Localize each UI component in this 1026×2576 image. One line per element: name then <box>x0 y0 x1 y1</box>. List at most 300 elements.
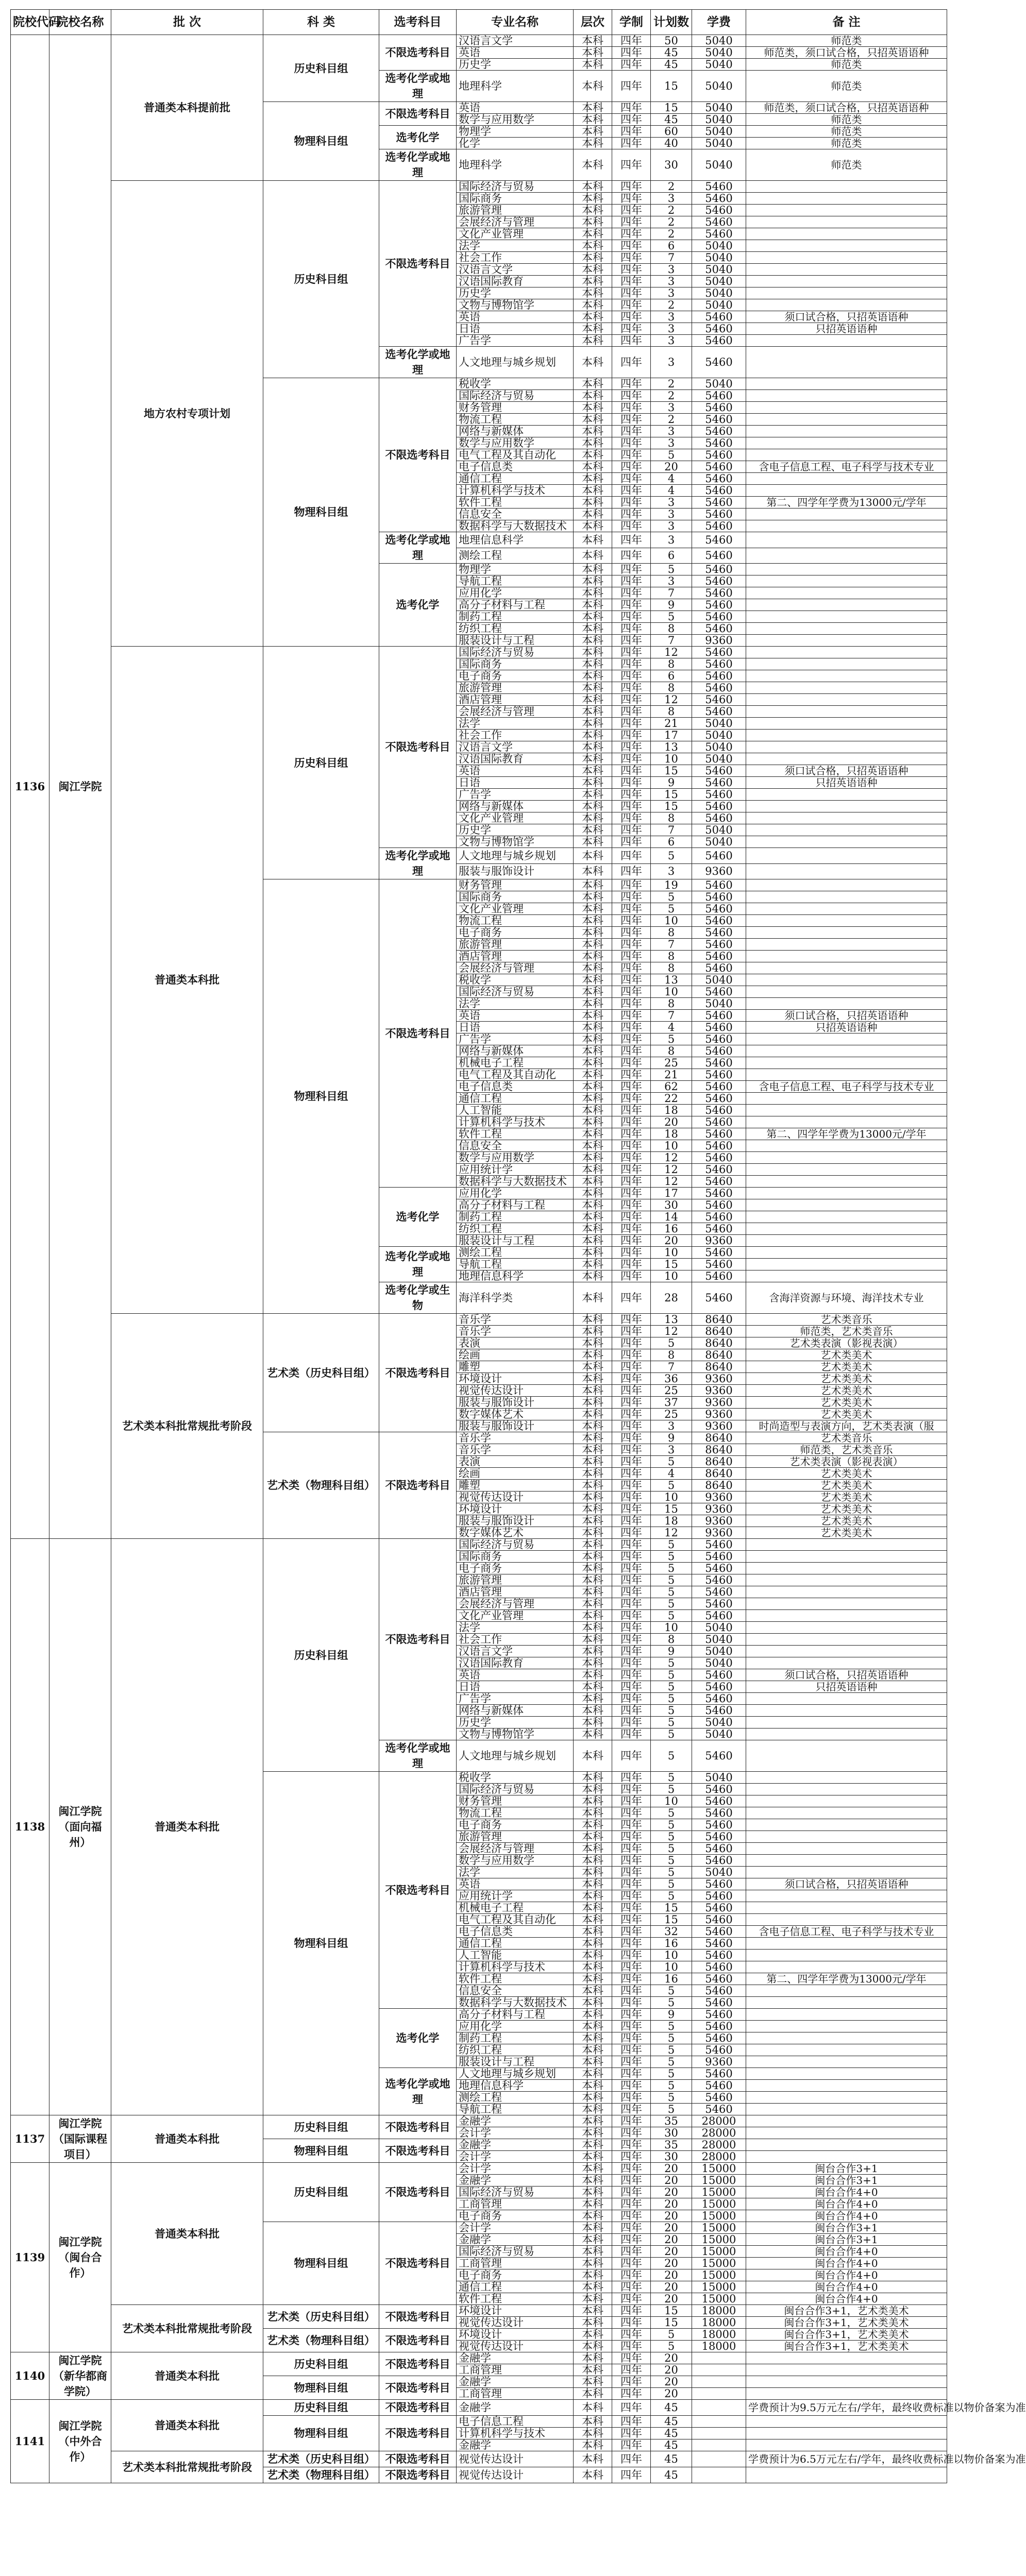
duration: 四年 <box>612 1093 651 1105</box>
duration: 四年 <box>612 1349 651 1361</box>
major-name: 应用统计学 <box>457 1890 574 1902</box>
remark <box>746 863 947 879</box>
tuition: 5040 <box>692 264 746 276</box>
tuition: 5040 <box>692 252 746 264</box>
remark <box>746 449 947 461</box>
remark: 艺术类美术 <box>746 1515 947 1527</box>
plan-count: 5 <box>651 1456 692 1468</box>
duration: 四年 <box>612 1657 651 1669</box>
remark <box>746 2388 947 2400</box>
level: 本科 <box>574 1128 612 1140</box>
elective-requirement: 不限选考科目 <box>379 2467 457 2483</box>
subject-group: 历史科目组 <box>263 2352 379 2376</box>
duration: 四年 <box>612 1622 651 1634</box>
tuition: 9360 <box>692 1385 746 1397</box>
plan-count: 18 <box>651 1105 692 1116</box>
level: 本科 <box>574 114 612 126</box>
major-name: 国际商务 <box>457 193 574 205</box>
level: 本科 <box>574 47 612 59</box>
duration: 四年 <box>612 2151 651 2163</box>
tuition: 5040 <box>692 998 746 1010</box>
duration: 四年 <box>612 299 651 311</box>
tuition: 15000 <box>692 2293 746 2305</box>
remark: 闽台合作4+0 <box>746 2210 947 2222</box>
plan-count: 30 <box>651 2151 692 2163</box>
table-row <box>11 647 947 658</box>
remark <box>746 730 947 741</box>
level: 本科 <box>574 205 612 216</box>
plan-count: 3 <box>651 497 692 509</box>
level: 本科 <box>574 599 612 611</box>
plan-count: 5 <box>651 1890 692 1902</box>
duration: 四年 <box>612 706 651 718</box>
level: 本科 <box>574 1235 612 1247</box>
major-name: 服装与服饰设计 <box>457 1397 574 1409</box>
plan-count: 45 <box>651 47 692 59</box>
level: 本科 <box>574 2341 612 2352</box>
header-row <box>11 10 947 35</box>
tuition: 5460 <box>692 1140 746 1152</box>
level: 本科 <box>574 564 612 575</box>
duration: 四年 <box>612 2400 651 2416</box>
level: 本科 <box>574 1361 612 1373</box>
major-name: 工商管理 <box>457 2388 574 2400</box>
duration: 四年 <box>612 2127 651 2139</box>
level: 本科 <box>574 2329 612 2341</box>
duration: 四年 <box>612 2234 651 2246</box>
tuition: 5460 <box>692 1997 746 2009</box>
major-name: 金融学 <box>457 2234 574 2246</box>
tuition: 28000 <box>692 2151 746 2163</box>
major-name: 国际商务 <box>457 1551 574 1563</box>
level: 本科 <box>574 1468 612 1480</box>
remark <box>746 205 947 216</box>
major-name: 绘画 <box>457 1349 574 1361</box>
tuition: 5460 <box>692 1223 746 1235</box>
major-name: 汉语言文学 <box>457 35 574 47</box>
remark <box>746 789 947 801</box>
major-name: 应用统计学 <box>457 1164 574 1176</box>
elective-requirement: 选考化学或地理 <box>379 532 457 564</box>
major-name: 计算机科学与技术 <box>457 1116 574 1128</box>
remark: 含电子信息工程、电子科学与技术专业 <box>746 461 947 473</box>
duration: 四年 <box>612 836 651 848</box>
subject-group: 艺术类（物理科目组） <box>263 2467 379 2483</box>
major-name: 计算机科学与技术 <box>457 1961 574 1973</box>
plan-count: 5 <box>651 1843 692 1855</box>
remark <box>746 509 947 520</box>
plan-count: 20 <box>651 2388 692 2400</box>
duration: 四年 <box>612 2281 651 2293</box>
level: 本科 <box>574 1890 612 1902</box>
major-name: 金融学 <box>457 2139 574 2151</box>
major-name: 计算机科学与技术 <box>457 485 574 497</box>
remark <box>746 1728 947 1740</box>
plan-count: 5 <box>651 1563 692 1574</box>
elective-requirement: 不限选考科目 <box>379 2376 457 2400</box>
remark: 闽台合作3+1 <box>746 2222 947 2234</box>
plan-count: 5 <box>651 1772 692 1784</box>
elective-requirement: 选考化学或地理 <box>379 848 457 879</box>
level: 本科 <box>574 1784 612 1795</box>
tuition: 5460 <box>692 548 746 564</box>
major-name: 纺织工程 <box>457 2044 574 2056</box>
duration: 四年 <box>612 1867 651 1878</box>
remark <box>746 974 947 986</box>
col-header: 计划数 <box>651 10 692 35</box>
plan-count: 6 <box>651 670 692 682</box>
level: 本科 <box>574 1045 612 1057</box>
remark <box>746 2416 947 2428</box>
level: 本科 <box>574 1480 612 1492</box>
school-name: 闽江学院 <box>49 35 111 1539</box>
tuition: 5040 <box>692 126 746 138</box>
tuition: 9360 <box>692 1492 746 1503</box>
duration: 四年 <box>612 2416 651 2428</box>
level: 本科 <box>574 836 612 848</box>
plan-count: 10 <box>651 753 692 765</box>
tuition <box>692 2467 746 2483</box>
level: 本科 <box>574 1373 612 1385</box>
remark <box>746 2151 947 2163</box>
duration: 四年 <box>612 915 651 927</box>
level: 本科 <box>574 998 612 1010</box>
tuition: 5040 <box>692 1657 746 1669</box>
duration: 四年 <box>612 1681 651 1693</box>
level: 本科 <box>574 1456 612 1468</box>
tuition: 5040 <box>692 1646 746 1657</box>
remark <box>746 1223 947 1235</box>
major-name: 地理信息科学 <box>457 1270 574 1282</box>
major-name: 历史学 <box>457 287 574 299</box>
duration: 四年 <box>612 509 651 520</box>
level: 本科 <box>574 848 612 864</box>
plan-count: 8 <box>651 658 692 670</box>
tuition: 5460 <box>692 611 746 623</box>
duration: 四年 <box>612 2439 651 2451</box>
duration: 四年 <box>612 765 651 777</box>
duration: 四年 <box>612 437 651 449</box>
remark <box>746 2068 947 2080</box>
tuition: 5460 <box>692 939 746 951</box>
major-name: 地理科学 <box>457 149 574 181</box>
level: 本科 <box>574 1432 612 1444</box>
elective-requirement: 不限选考科目 <box>379 2400 457 2416</box>
tuition: 5460 <box>692 1081 746 1093</box>
plan-count: 5 <box>651 2068 692 2080</box>
duration: 四年 <box>612 801 651 812</box>
tuition: 5460 <box>692 1878 746 1890</box>
major-name: 服装与服饰设计 <box>457 1420 574 1432</box>
duration: 四年 <box>612 2021 651 2032</box>
plan-count: 15 <box>651 789 692 801</box>
plan-count: 3 <box>651 863 692 879</box>
level: 本科 <box>574 1795 612 1807</box>
major-name: 广告学 <box>457 789 574 801</box>
remark <box>746 390 947 402</box>
plan-count: 5 <box>651 1610 692 1622</box>
plan-count: 7 <box>651 939 692 951</box>
level: 本科 <box>574 2210 612 2222</box>
major-name: 纺织工程 <box>457 623 574 635</box>
tuition: 5460 <box>692 789 746 801</box>
level: 本科 <box>574 789 612 801</box>
plan-count: 28 <box>651 1282 692 1314</box>
level: 本科 <box>574 378 612 390</box>
major-name: 服装设计与工程 <box>457 1235 574 1247</box>
remark <box>746 2376 947 2388</box>
level: 本科 <box>574 138 612 149</box>
plan-count: 7 <box>651 1010 692 1022</box>
remark <box>746 1890 947 1902</box>
major-name: 广告学 <box>457 335 574 347</box>
duration: 四年 <box>612 848 651 864</box>
level: 本科 <box>574 694 612 706</box>
remark <box>746 1693 947 1705</box>
level: 本科 <box>574 2163 612 2175</box>
level: 本科 <box>574 2246 612 2258</box>
level: 本科 <box>574 801 612 812</box>
tuition: 5460 <box>692 1926 746 1938</box>
remark: 闽台合作4+0 <box>746 2293 947 2305</box>
level: 本科 <box>574 765 612 777</box>
plan-count: 8 <box>651 706 692 718</box>
level: 本科 <box>574 927 612 939</box>
level: 本科 <box>574 1069 612 1081</box>
duration: 四年 <box>612 564 651 575</box>
col-header: 科 类 <box>263 10 379 35</box>
subject-group: 物理科目组 <box>263 2222 379 2305</box>
remark <box>746 1914 947 1926</box>
level: 本科 <box>574 240 612 252</box>
tuition: 5460 <box>692 1057 746 1069</box>
subject-group: 历史科目组 <box>263 647 379 879</box>
duration: 四年 <box>612 1914 651 1926</box>
elective-requirement: 选考化学或地理 <box>379 1247 457 1282</box>
duration: 四年 <box>612 1728 651 1740</box>
duration: 四年 <box>612 1223 651 1235</box>
remark <box>746 1938 947 1950</box>
remark <box>746 1116 947 1128</box>
remark <box>746 1270 947 1282</box>
plan-count: 2 <box>651 414 692 426</box>
subject-group: 艺术类（历史科目组） <box>263 1314 379 1432</box>
duration: 四年 <box>612 205 651 216</box>
enrollment-plan-sheet <box>10 9 1026 2483</box>
batch-name: 普通类本科批 <box>111 2352 263 2400</box>
tuition: 5460 <box>692 986 746 998</box>
remark <box>746 1705 947 1717</box>
level: 本科 <box>574 485 612 497</box>
duration: 四年 <box>612 1282 651 1314</box>
level: 本科 <box>574 2021 612 2032</box>
major-name: 数学与应用数学 <box>457 437 574 449</box>
elective-requirement: 选考化学或地理 <box>379 71 457 102</box>
major-name: 音乐学 <box>457 1326 574 1337</box>
tuition: 5460 <box>692 706 746 718</box>
level: 本科 <box>574 1867 612 1878</box>
level: 本科 <box>574 1740 612 1772</box>
duration: 四年 <box>612 812 651 824</box>
plan-count: 5 <box>651 903 692 915</box>
plan-count: 15 <box>651 1503 692 1515</box>
plan-count: 9 <box>651 599 692 611</box>
duration: 四年 <box>612 1997 651 2009</box>
tuition: 5040 <box>692 1867 746 1878</box>
level: 本科 <box>574 2115 612 2127</box>
school-code: 1137 <box>11 2115 49 2163</box>
remark <box>746 2139 947 2151</box>
tuition: 5460 <box>692 777 746 789</box>
remark: 艺术类美术 <box>746 1527 947 1539</box>
major-name: 信息安全 <box>457 1140 574 1152</box>
level: 本科 <box>574 1397 612 1409</box>
major-name: 导航工程 <box>457 1259 574 1270</box>
plan-count: 8 <box>651 623 692 635</box>
duration: 四年 <box>612 1128 651 1140</box>
plan-count: 10 <box>651 1961 692 1973</box>
level: 本科 <box>574 1033 612 1045</box>
tuition: 5460 <box>692 1693 746 1705</box>
tuition: 5040 <box>692 1622 746 1634</box>
plan-count: 5 <box>651 564 692 575</box>
major-name: 法学 <box>457 1622 574 1634</box>
major-name: 国际商务 <box>457 658 574 670</box>
remark <box>746 564 947 575</box>
plan-count: 10 <box>651 1492 692 1503</box>
plan-count: 45 <box>651 2416 692 2428</box>
major-name: 音乐学 <box>457 1432 574 1444</box>
major-name: 数字媒体艺术 <box>457 1409 574 1420</box>
col-header: 学制 <box>612 10 651 35</box>
major-name: 制药工程 <box>457 2032 574 2044</box>
duration: 四年 <box>612 1444 651 1456</box>
plan-count: 4 <box>651 1468 692 1480</box>
remark <box>746 741 947 753</box>
remark: 艺术类音乐 <box>746 1314 947 1326</box>
tuition: 5460 <box>692 390 746 402</box>
tuition: 5460 <box>692 414 746 426</box>
plan-count: 16 <box>651 1223 692 1235</box>
elective-requirement: 不限选考科目 <box>379 1314 457 1432</box>
tuition: 5460 <box>692 1784 746 1795</box>
remark: 含海洋资源与环境、海洋技术专业 <box>746 1282 947 1314</box>
level: 本科 <box>574 252 612 264</box>
tuition: 15000 <box>692 2198 746 2210</box>
duration: 四年 <box>612 2080 651 2092</box>
remark: 第二、四学年学费为13000元/学年 <box>746 1973 947 1985</box>
major-name: 数据科学与大数据技术 <box>457 1997 574 2009</box>
plan-count: 2 <box>651 390 692 402</box>
tuition: 5460 <box>692 647 746 658</box>
tuition: 5460 <box>692 1795 746 1807</box>
remark: 闽台合作4+0 <box>746 2281 947 2293</box>
duration: 四年 <box>612 753 651 765</box>
plan-count: 5 <box>651 1586 692 1598</box>
remark <box>746 426 947 437</box>
remark: 师范类 <box>746 138 947 149</box>
duration: 四年 <box>612 1397 651 1409</box>
duration: 四年 <box>612 1247 651 1259</box>
remark <box>746 801 947 812</box>
major-name: 人文地理与城乡规划 <box>457 2068 574 2080</box>
level: 本科 <box>574 1772 612 1784</box>
tuition: 5460 <box>692 461 746 473</box>
remark: 学费预计为6.5万元左右/学年，最终收费标准以物价备案为准 <box>746 2451 947 2467</box>
major-name: 数学与应用数学 <box>457 1855 574 1867</box>
remark <box>746 1772 947 1784</box>
plan-count: 6 <box>651 836 692 848</box>
remark <box>746 2032 947 2044</box>
tuition: 5460 <box>692 694 746 706</box>
duration: 四年 <box>612 2376 651 2388</box>
plan-count: 10 <box>651 1795 692 1807</box>
elective-requirement: 选考化学 <box>379 2009 457 2068</box>
elective-requirement: 不限选考科目 <box>379 1432 457 1539</box>
tuition: 5460 <box>692 2009 746 2021</box>
duration: 四年 <box>612 181 651 193</box>
tuition: 5040 <box>692 824 746 836</box>
remark <box>746 998 947 1010</box>
remark <box>746 1188 947 1199</box>
plan-count: 5 <box>651 1997 692 2009</box>
major-name: 文物与博物馆学 <box>457 1728 574 1740</box>
remark <box>746 1855 947 1867</box>
tuition: 5040 <box>692 71 746 102</box>
tuition: 5460 <box>692 1211 746 1223</box>
duration: 四年 <box>612 1843 651 1855</box>
plan-count: 5 <box>651 1705 692 1717</box>
level: 本科 <box>574 2400 612 2416</box>
major-name: 历史学 <box>457 824 574 836</box>
plan-count: 25 <box>651 1057 692 1069</box>
level: 本科 <box>574 2439 612 2451</box>
remark: 艺术类美术 <box>746 1361 947 1373</box>
level: 本科 <box>574 1539 612 1551</box>
major-name: 金融学 <box>457 2115 574 2127</box>
duration: 四年 <box>612 1784 651 1795</box>
remark <box>746 1950 947 1961</box>
level: 本科 <box>574 903 612 915</box>
level: 本科 <box>574 1681 612 1693</box>
remark <box>746 1819 947 1831</box>
major-name: 物理学 <box>457 564 574 575</box>
duration: 四年 <box>612 1456 651 1468</box>
level: 本科 <box>574 777 612 789</box>
major-name: 电子商务 <box>457 1819 574 1831</box>
subject-group: 历史科目组 <box>263 2115 379 2139</box>
remark <box>746 1867 947 1878</box>
duration: 四年 <box>612 102 651 114</box>
duration: 四年 <box>612 2269 651 2281</box>
plan-count: 6 <box>651 240 692 252</box>
col-header: 学费 <box>692 10 746 35</box>
duration: 四年 <box>612 789 651 801</box>
duration: 四年 <box>612 347 651 378</box>
remark <box>746 824 947 836</box>
level: 本科 <box>574 611 612 623</box>
remark <box>746 2092 947 2104</box>
level: 本科 <box>574 216 612 228</box>
remark <box>746 437 947 449</box>
remark <box>746 240 947 252</box>
tuition: 9360 <box>692 1373 746 1385</box>
tuition: 5460 <box>692 1610 746 1622</box>
major-name: 网络与新媒体 <box>457 426 574 437</box>
plan-count: 45 <box>651 2467 692 2483</box>
major-name: 法学 <box>457 998 574 1010</box>
plan-count: 3 <box>651 437 692 449</box>
